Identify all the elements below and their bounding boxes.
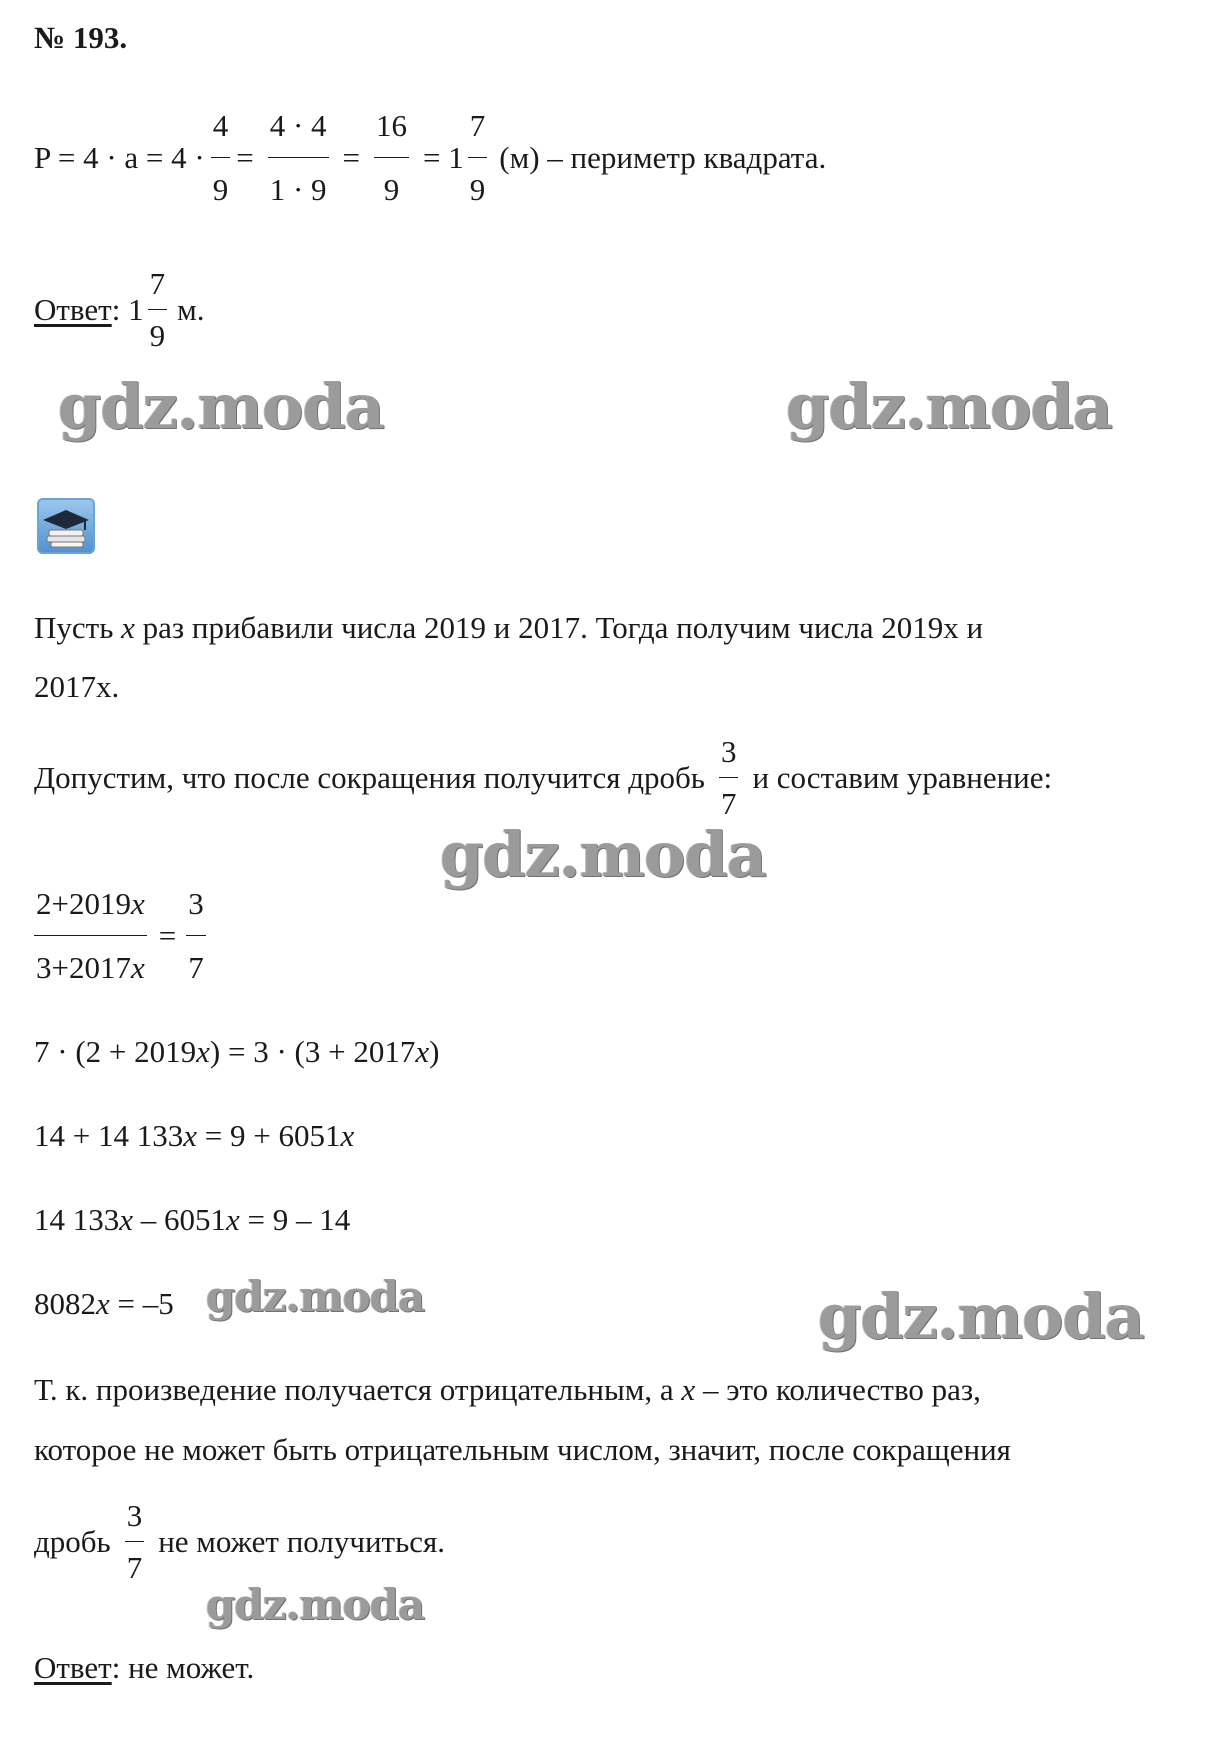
perimeter-description: (м) – периметр квадрата. [499, 140, 827, 175]
problem-number: № 193. [34, 20, 128, 55]
watermark: gdz.moda [818, 1280, 1144, 1353]
fraction-numerator: 16 [376, 108, 408, 143]
answer-label: Ответ [34, 1650, 112, 1685]
watermark: gdz.moda [206, 1272, 425, 1321]
fraction-numerator: 7 [149, 266, 166, 301]
fraction-numerator: 2+2019x [36, 886, 145, 921]
graduation-cap-books-icon [37, 498, 95, 554]
answer-text: : не может. [111, 1650, 255, 1685]
equation-right-fraction [186, 888, 206, 983]
perimeter-lhs: P = 4 · a = 4 · [34, 140, 205, 175]
answer-2 [34, 1652, 254, 1683]
equals-sign: = [236, 140, 254, 175]
fraction-numerator: 3 [188, 886, 204, 921]
answer-label: Ответ [34, 292, 112, 327]
answer-fraction [148, 268, 168, 351]
fraction-denominator: 7 [720, 786, 737, 821]
fraction-16-9 [374, 110, 409, 205]
fraction-numerator: 4 · 4 [269, 108, 327, 143]
fraction-denominator: 9 [469, 172, 486, 207]
fraction-3-7 [719, 736, 739, 819]
paragraph-2 [34, 736, 1052, 819]
fraction-numerator: 3 [126, 1498, 143, 1533]
equals-sign: = 1 [423, 140, 464, 175]
equals-sign: = [342, 140, 361, 175]
fraction-denominator: 7 [126, 1550, 143, 1585]
fraction-denominator: 7 [188, 950, 204, 985]
step-1: 7 · (2 + 2019x) = 3 · (3 + 2017x) [34, 1034, 440, 1069]
fraction-denominator: 9 [149, 318, 166, 353]
equals-sign: = [158, 918, 177, 953]
fraction-numerator: 7 [469, 108, 486, 143]
step-4: 8082x = –5 [34, 1286, 174, 1321]
answer-1 [34, 268, 204, 351]
watermark: gdz.moda [206, 1580, 425, 1629]
answer-integer-part: : 1 [111, 292, 144, 327]
step-2: 14 + 14 133x = 9 + 6051x [34, 1118, 355, 1153]
watermark: gdz.moda [440, 818, 766, 891]
watermark: gdz.moda [786, 370, 1112, 443]
perimeter-formula [34, 110, 826, 205]
watermark: gdz.moda [58, 370, 384, 443]
fraction-7-9 [468, 110, 488, 205]
fraction-denominator: 9 [212, 172, 229, 207]
fraction-denominator: 9 [383, 172, 400, 207]
paragraph-2-tail: и составим уравнение: [752, 760, 1053, 795]
paragraph-1-line-1: Пусть x раз прибавили числа 2019 и 2017. Тогда получим числа 2019x и [34, 610, 984, 645]
fraction-denominator: 3+2017x [36, 950, 145, 985]
fraction-numerator: 3 [720, 734, 737, 769]
equation-left-fraction [34, 888, 147, 983]
answer-unit: м. [177, 292, 205, 327]
fraction-4-9 [211, 110, 231, 205]
conclusion-line-1: Т. к. произведение получается отрицательным, а x – это количество раз, [34, 1372, 981, 1407]
fraction-numerator: 4 [212, 108, 229, 143]
conclusion-line-2: которое не может быть отрицательным числом, значит, после сокращения [34, 1432, 1011, 1467]
conclusion-line-3: дробь $\frac{3}{7}$ не может получиться. [34, 1498, 445, 1585]
paragraph-1-line-2: 2017x. [34, 669, 120, 704]
fraction-denominator: 1 · 9 [269, 172, 327, 207]
step-3: 14 133x – 6051x = 9 – 14 [34, 1202, 351, 1237]
fraction-product [268, 110, 329, 205]
paragraph-2-text: Допустим, что после сокращения получится дробь [34, 760, 705, 795]
fraction-3-7 [125, 1500, 145, 1583]
main-equation [34, 888, 216, 983]
